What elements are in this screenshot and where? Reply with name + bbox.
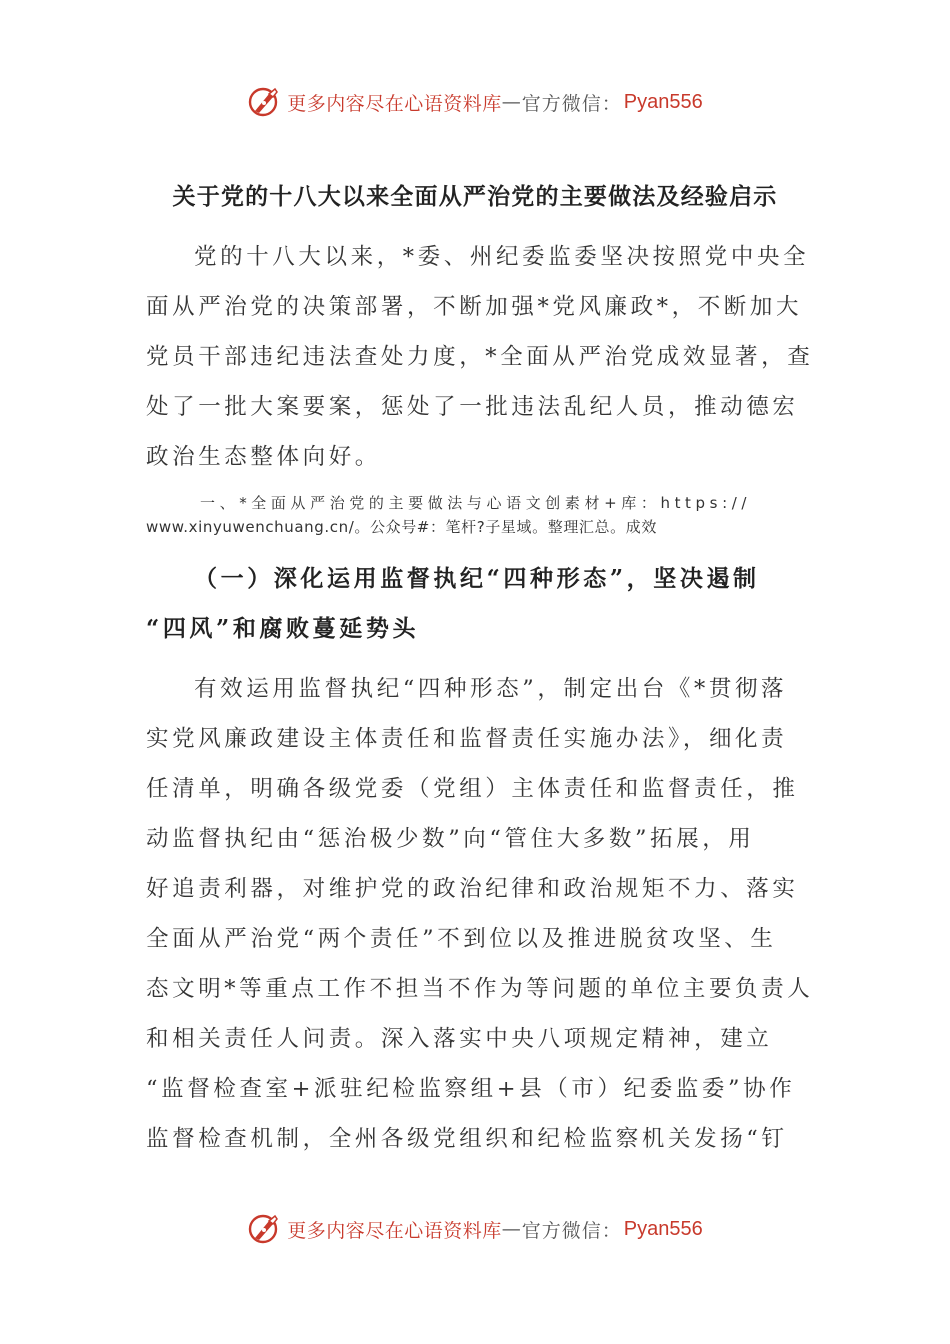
note-line: www.xinyuwenchuang.cn/。公众号#：笔杆?子星域。整理汇总。成效 [146,518,657,536]
banner-separator: — [501,91,522,113]
paragraph-line: 好追责利器，对维护党的政治纪律和政治规矩不力、落实 [146,876,799,902]
paragraph-line: 任清单，明确各级党委（党组）主体责任和监督责任，推 [146,776,799,802]
banner-main-text: 更多内容尽在心语资料库 [287,92,502,115]
banner-wechat-id: Pyan556 [623,90,703,113]
source-note [146,491,810,539]
paragraph-line: 党员干部违纪违法查处力度，*全面从严治党成效显著，查 [146,344,814,370]
document-title: 关于党的十八大以来全面从严治党的主要做法及经验启示 [172,183,778,210]
banner-main-text: 更多内容尽在心语资料库 [287,1219,502,1242]
paragraph-line: 全面从严治党“两个责任”不到位以及推进脱贫攻坚、生 [146,926,777,952]
heading-line: （一）深化运用监督执纪“四种形态”，坚决遏制 [194,565,760,592]
paragraph-line: 实党风廉政建设主体责任和监督责任实施办法》，细化责 [146,726,788,752]
heading-line: “四风”和腐败蔓延势头 [146,615,420,642]
pen-nib-logo-icon [247,85,281,119]
header-banner [0,82,950,122]
body-paragraph [146,664,814,1164]
paragraph-line: 政治生态整体向好。 [146,444,381,470]
banner-wechat-id: Pyan556 [623,1217,703,1240]
paragraph-line: 动监督执纪由“惩治极少数”向“管住大多数”拓展，用 [146,826,755,852]
paragraph-line: “监督检查室+派驻纪检监察组+县（市）纪委监委”协作 [146,1076,796,1102]
paragraph-line: 党的十八大以来，*委、州纪委监委坚决按照党中央全 [194,244,810,270]
pen-nib-logo-icon [247,1212,281,1246]
paragraph-line: 有效运用监督执纪“四种形态”，制定出台《*贯彻落 [194,676,788,702]
paragraph-line: 和相关责任人问责。深入落实中央八项规定精神，建立 [146,1026,773,1052]
paragraph-line: 处了一批大案要案，惩处了一批违法乱纪人员，推动德宏 [146,394,799,420]
paragraph-line: 面从严治党的决策部署，不断加强*党风廉政*，不断加大 [146,294,803,320]
note-line: 一、*全面从严治党的主要做法与心语文创素材+库：https:// [200,494,752,512]
section-heading [146,554,810,654]
banner-separator: — [501,1218,522,1240]
paragraph-line: 态文明*等重点工作不担当不作为等问题的单位主要负责人 [146,976,814,1002]
footer-banner [0,1209,950,1249]
paragraph-line: 监督检查机制，全州各级党组织和纪检监察机关发扬“钉 [146,1126,788,1152]
banner-official-label: 官方微信： [521,1219,622,1242]
intro-paragraph [146,232,814,482]
banner-official-label: 官方微信： [521,92,622,115]
